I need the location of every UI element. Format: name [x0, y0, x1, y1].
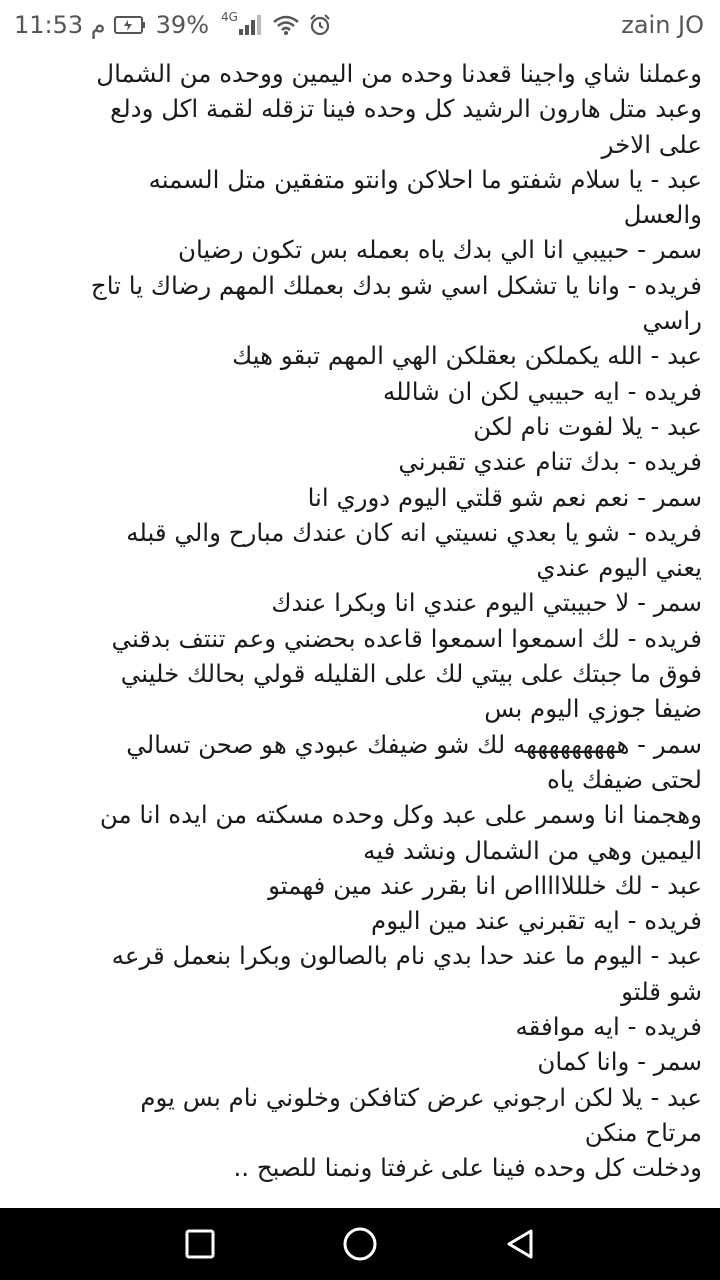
text-line: سمر - لا حبيبتي اليوم عندي انا وبكرا عندك [271, 588, 702, 618]
text-line: اليمين وهي من الشمال ونشد فيه [363, 835, 702, 865]
text-line: على الاخر [601, 129, 702, 159]
battery-percent: 39% [155, 11, 209, 39]
text-line: فريده - بدك تنام عندي تقبرني [398, 447, 702, 477]
text-line: عبد - يا سلام شفتو ما احلاكن وانتو متفقين متل السمنه [148, 164, 702, 194]
text-line: سمر - وانا كمان [537, 1047, 702, 1077]
text-line: والعسل [623, 200, 702, 230]
text-line: لحتى ضيفك ياه [546, 764, 702, 794]
text-line: وهجمنا انا وسمر على عبد وكل وحده مسكته من ايده انا من [99, 800, 702, 830]
text-line: فريده - ايه حبيبي لكن ان شالله [383, 376, 702, 406]
navigation-bar [0, 1208, 720, 1280]
alarm-clock-icon [308, 13, 332, 37]
text-line: سمر - نعم نعم شو قلتي اليوم دوري انا [307, 482, 702, 512]
text-line: عبد - اليوم ما عند حدا بدي نام بالصالون وبكرا بنعمل قرعه [111, 941, 702, 971]
text-line: وعبد متل هارون الرشيد كل وحده فينا تزقله لقمة اكل ودلع [110, 94, 702, 124]
text-line: فريده - ايه موافقه [515, 1012, 702, 1042]
text-line: وعملنا شاي واجينا قعدنا وحده من اليمين ووحده من الشمال [96, 59, 702, 88]
wifi-icon [272, 14, 300, 36]
text-line: فريده - وانا يا تشكل اسي شو بدك بعملك المهم رضاك يا تاج [90, 270, 702, 300]
text-line: عبد - يلا لكن ارجوني عرض كتافكن وخلوني نام بس يوم [140, 1082, 702, 1112]
text-line: ودخلت كل وحده فينا على غرفتا ونمنا للصبح .. [233, 1153, 702, 1183]
status-time: 11:53 م [14, 11, 106, 39]
text-line: سمر - هههههههههه لك شو ضيفك عبودي هو صحن تسالي [126, 729, 702, 759]
status-bar [0, 0, 720, 50]
text-line: فريده - لك اسمعوا اسمعوا قاعده بحضني وعم تنتف بدقني [111, 623, 702, 653]
text-line: يعني اليوم عندي [536, 553, 702, 583]
home-icon [341, 1225, 379, 1263]
carrier-name: zain JO [621, 11, 704, 39]
status-left [14, 11, 332, 39]
recent-apps-button[interactable] [170, 1214, 230, 1274]
text-line: فريده - ايه تقبرني عند مين اليوم [371, 906, 702, 936]
text-line: عبد - لك خلللاااااص انا بقرر عند مين فهمتو [268, 870, 702, 900]
text-line: سمر - حبيبي انا الي بدك ياه بعمله بس تكون رضيان [177, 235, 702, 265]
back-icon [503, 1227, 537, 1261]
recent-apps-icon [183, 1227, 217, 1261]
text-line: فريده - شو يا بعدي نسيتي انه كان عندك مبارح والي قبله [126, 517, 702, 547]
cellular-signal-icon [217, 10, 264, 36]
battery-charging-icon [114, 15, 146, 35]
text-line: مرتاح منكن [584, 1117, 702, 1147]
story-text [0, 50, 720, 1208]
text-line: عبد - يلا لفوت نام لكن [473, 411, 702, 441]
home-button[interactable] [330, 1214, 390, 1274]
status-right [621, 11, 704, 39]
text-line: شو قلتو [621, 976, 702, 1006]
text-line: فوق ما جبتك على بيتي لك على القليله قولي بحالك خليني [120, 659, 702, 689]
back-button[interactable] [490, 1214, 550, 1274]
network-type: 4G [221, 10, 238, 24]
text-line: عبد - الله يكملكن بعقلكن الهي المهم تبقو هيك [232, 341, 702, 371]
text-line: راسي [642, 306, 702, 336]
text-line: ضيفا جوزي اليوم بس [484, 694, 702, 724]
